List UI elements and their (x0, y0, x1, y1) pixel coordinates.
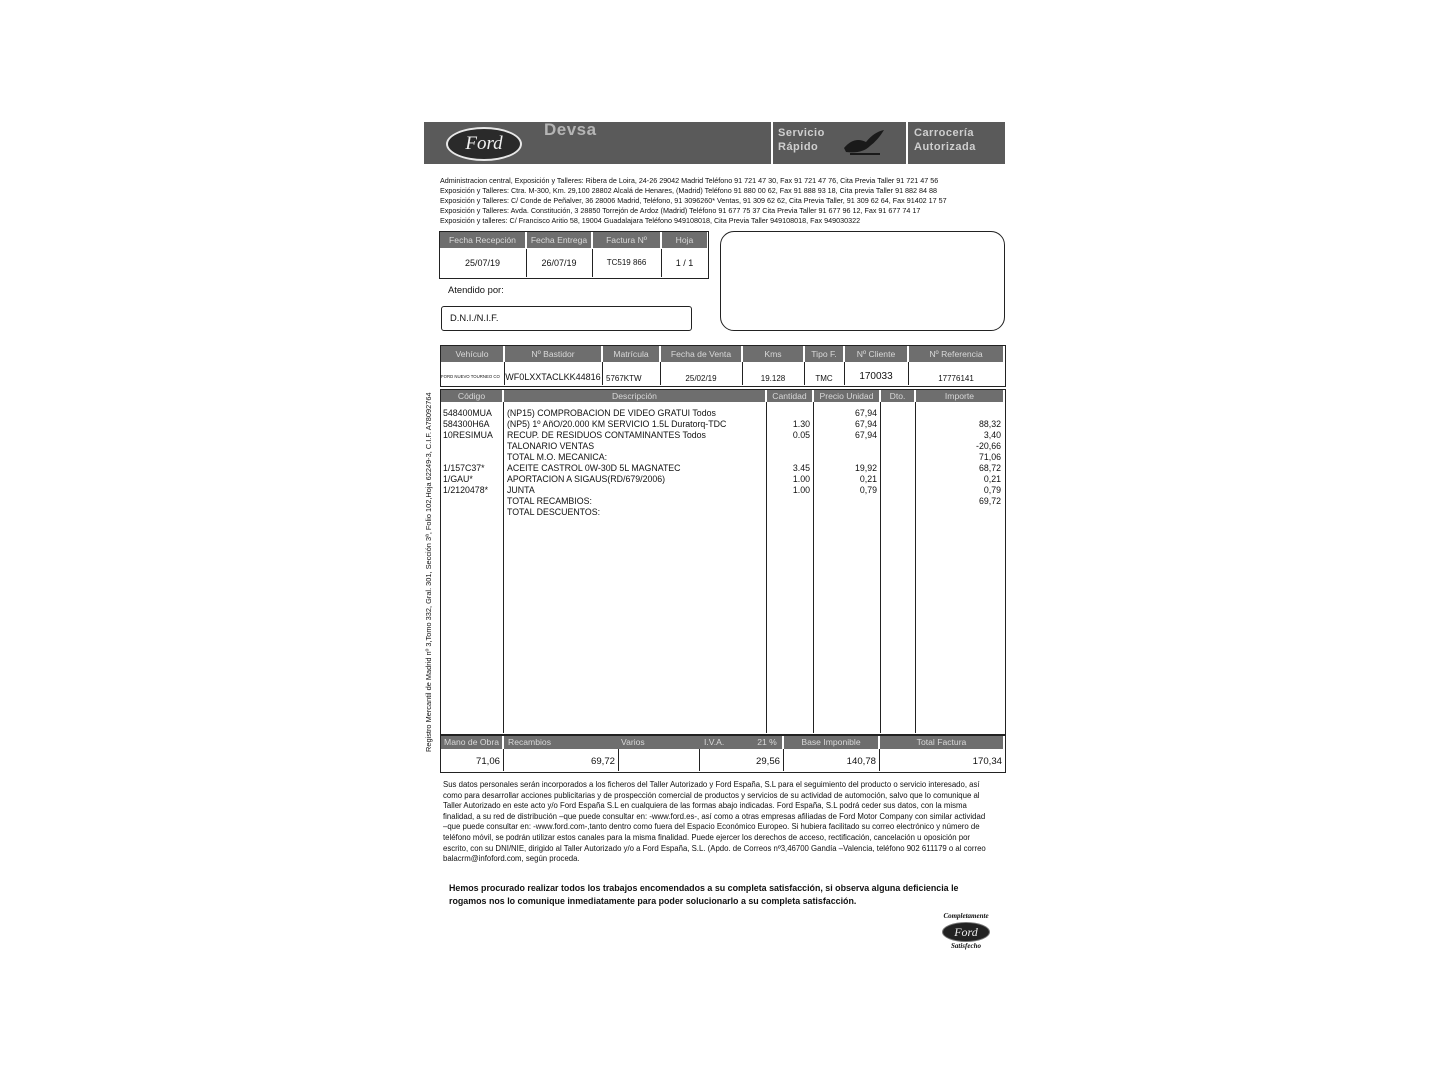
item-price: 67,94 (854, 430, 877, 440)
stamp-top-text: Completamente (943, 912, 989, 920)
bird-icon (840, 126, 888, 158)
fecha-recepcion-value: 25/07/19 (464, 258, 501, 268)
item-price: 19,92 (854, 463, 877, 473)
header-cantidad: Cantidad (767, 390, 812, 402)
item-price: 67,94 (854, 408, 877, 418)
header-total: Total Factura (880, 736, 1003, 749)
autorizada-label: Autorizada (914, 141, 976, 153)
header-recambios: Recambios (504, 736, 621, 749)
recambios-value: 69,72 (590, 756, 615, 767)
address-line: Administracion central, Exposición y Talleres: Ribera de Loira, 24-26 29042 Madrid Teléfono 91 721 47 30, Fax 91 721 47 76, Cita Previa Taller 91 721 47 56 (440, 176, 939, 185)
header-importe: Importe (916, 390, 1003, 402)
item-code: 548400MUA (443, 408, 492, 418)
carroceria-label: Carrocería (914, 127, 975, 139)
bastidor-value: WF0LXXTACLKK44816 (505, 372, 601, 382)
address-line: Exposición y Talleres: C/ Conde de Peñalver, 36 28006 Madrid, Teléfono, 91 3096260* Ventas, 91 309 62 62, Cita Previa Taller, 91 309 62 64, Fax 91402 17 57 (440, 196, 947, 205)
item-description: TOTAL RECAMBIOS: (507, 496, 592, 506)
header-cliente: Nº Cliente (845, 346, 907, 362)
item-amount: 0,79 (983, 485, 1001, 495)
customer-address-box (720, 231, 1005, 331)
servicio-label: Servicio (778, 127, 825, 139)
fecha-venta-value: 25/02/19 (685, 374, 717, 383)
header-mano-obra: Mano de Obra (441, 736, 502, 749)
header-iva-pct: 21 % (752, 736, 782, 749)
item-price: 67,94 (854, 419, 877, 429)
hoja-value: 1 / 1 (675, 258, 694, 268)
atendido-label: Atendido por: (448, 284, 504, 295)
header-dto: Dto. (881, 390, 914, 402)
header-descripcion: Descripción (504, 390, 765, 402)
header-fecha-recepcion: Fecha Recepción (440, 232, 525, 248)
cliente-value: 170033 (859, 371, 893, 382)
item-amount: 0,21 (983, 474, 1001, 484)
ford-logo-icon: Ford (446, 127, 522, 161)
item-quantity: 1.30 (792, 419, 810, 429)
address-line: Exposición y Talleres: Ctra. M-300, Km. 29,100 28802 Alcalá de Henares, (Madrid) Teléfono 91 880 00 62, Fax 91 888 93 18, Cita previa Taller 91 882 84 88 (440, 186, 938, 195)
item-amount: -20,66 (976, 441, 1001, 451)
kms-value: 19.128 (760, 374, 786, 383)
tipo-value: TMC (815, 374, 833, 383)
header-matricula: Matrícula (603, 346, 659, 362)
item-amount: 69,72 (978, 496, 1001, 506)
header-codigo: Código (441, 390, 502, 402)
item-price: 0,79 (859, 485, 877, 495)
item-code: 1/2120478* (443, 485, 489, 495)
item-description: JUNTA (507, 485, 535, 495)
header-iva: I.V.A. (700, 736, 754, 749)
item-description: TOTAL M.O. MECANICA: (507, 452, 608, 462)
base-value: 140,78 (846, 756, 876, 767)
item-quantity: 1.00 (792, 474, 810, 484)
item-amount: 68,72 (978, 463, 1001, 473)
total-value: 170,34 (972, 756, 1002, 767)
item-quantity: 1.00 (792, 485, 810, 495)
item-price: 0,21 (859, 474, 877, 484)
item-description: ACEITE CASTROL 0W-30D 5L MAGNATEC (507, 463, 681, 473)
header-precio: Precio Unidad (814, 390, 879, 402)
item-description: RECUP. DE RESIDUOS CONTAMINANTES Todos (507, 430, 706, 440)
address-line: Exposición y talleres: C/ Francisco Aritio 58, 19004 Guadalajara Teléfono 949108018, Cita Previa Taller 949108018, Fax 949030322 (440, 216, 861, 225)
registry-text: Registro Mercantil de Madrid nº 3,Tomo 332, Gral. 301, Sección 3ª, Folio 102,Hoja 62249-3, C.I.F. A78092764 (424, 392, 433, 752)
privacy-notice: Sus datos personales serán incorporados a los ficheros del Taller Autorizado y Ford España, S.L para el seguimiento del producto o servicio interesado, así como para desarrollar acciones publicitarias y de prospección comercial de productos y servicios de su actividad de automoción, salvo que lo comunique al Taller Autorizado en este acto y/o Ford España S.L en cualquiera de las formas abajo indicadas. Ford España, S.L podrá ceder sus datos, con la misma finalidad, a su red de distribución –que puede consultar en: -www.ford.es-, así como a otras empresas afiliadas de Ford Motor Company con similar actividad –que puede consultar en: -www.ford.com-,tanto dentro como fuera del Espacio Económico Europeo. Si hubiera facilitado su correo electrónico y número de teléfono móvil, se podrán utilizar estos canales para la misma finalidad. Puede ejercer los derechos de acceso, rectificación, cancelación u oposición por escrito, con su DNI/NIE, dirigido al Taller Autorizado y/o a Ford España, S.L. (Apdo. de Correos nº3,46700 Gandía –Valencia, teléfono 902 611179 o al correo balacrm@infoford.com, según proceda. (443, 780, 986, 864)
company-name: Devsa (544, 120, 597, 139)
item-code: 10RESIMUA (443, 430, 493, 440)
header-varios: Varios (619, 736, 700, 749)
item-description: (NP15) COMPROBACION DE VIDEO GRATUI Todos (507, 408, 716, 418)
header-vehiculo: Vehículo (441, 346, 503, 362)
header-fecha-venta: Fecha de Venta (661, 346, 741, 362)
vehiculo-value: FORD NUEVO TOURNEO CO (441, 374, 500, 379)
satisfaction-stamp (936, 912, 996, 952)
header-hoja: Hoja (662, 232, 707, 248)
item-amount: 88,32 (978, 419, 1001, 429)
mano-obra-value: 71,06 (475, 756, 500, 767)
item-quantity: 3.45 (792, 463, 810, 473)
satisfaction-note: Hemos procurado realizar todos los trabajos encomendados a su completa satisfacción, si observa alguna deficiencia le rogamos nos lo comunique inmediatamente para poder solucionarlo a su completa satisfacción. (449, 883, 959, 906)
item-code: 584300H6A (443, 419, 490, 429)
item-amount: 3,40 (983, 430, 1001, 440)
fecha-entrega-value: 26/07/19 (541, 258, 577, 268)
header-base: Base Imponible (784, 736, 878, 749)
header-fecha-entrega: Fecha Entrega (527, 232, 591, 248)
item-code: 1/157C37* (443, 463, 485, 473)
item-description: APORTACION A SIGAUS(RD/679/2006) (507, 474, 666, 484)
address-line: Exposición y Talleres: Avda. Constitución, 3 28850 Torrejón de Ardoz (Madrid) Teléfono 91 677 75 37 Cita Previa Taller 91 677 96 12, Fax 91 677 74 17 (440, 206, 921, 215)
item-description: TALONARIO VENTAS (507, 441, 595, 451)
ford-stamp-icon: Ford (942, 922, 990, 942)
item-code: 1/GAU* (443, 474, 473, 484)
item-amount: 71,06 (978, 452, 1001, 462)
referencia-value: 17776141 (938, 374, 974, 383)
header-referencia: Nº Referencia (909, 346, 1003, 362)
dni-label: D.N.I./N.I.F. (450, 312, 499, 323)
matricula-value: 5767KTW (606, 374, 642, 383)
item-description: (NP5) 1º AñO/20.000 KM SERVICIO 1.5L Duratorq-TDC (507, 419, 727, 429)
header-tipo: Tipo F. (805, 346, 843, 362)
item-description: TOTAL DESCUENTOS: (507, 507, 601, 517)
header-factura: Factura Nº (593, 232, 660, 248)
iva-value: 29,56 (755, 756, 780, 767)
item-quantity: 0.05 (792, 430, 810, 440)
header-kms: Kms (743, 346, 803, 362)
factura-value: TC519 866 (606, 258, 647, 267)
stamp-bottom-text: Satisfecho (951, 942, 981, 950)
rapido-label: Rápido (778, 141, 819, 153)
header-bastidor: Nº Bastidor (505, 346, 601, 362)
